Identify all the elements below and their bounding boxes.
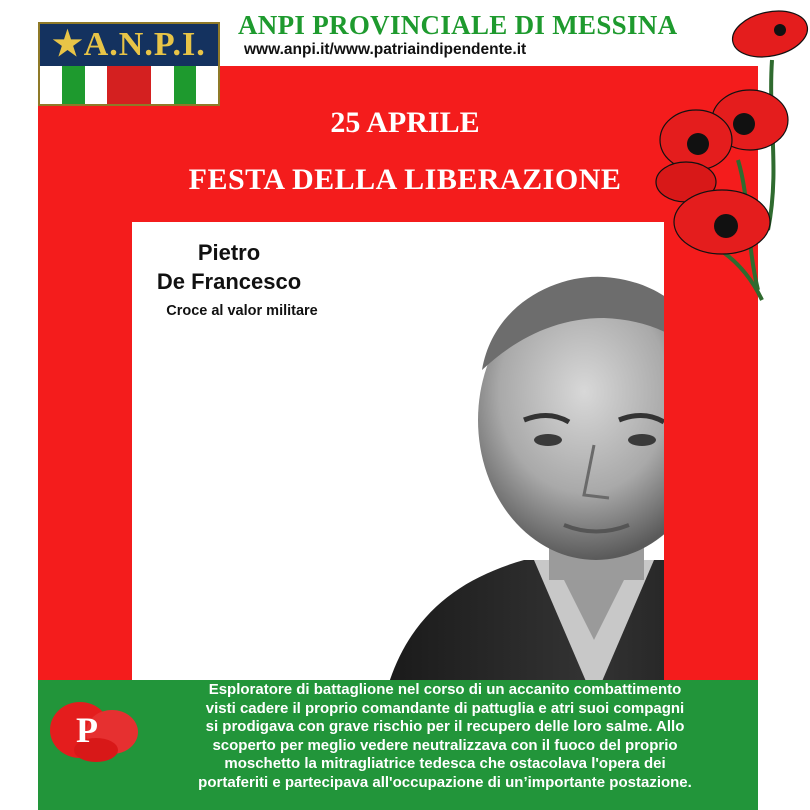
citation-line: si prodigava con grave rischio per il recupero delle loro salme. Allo: [205, 718, 685, 736]
poppy-flowers-illustration: [640, 0, 810, 310]
citation-text: [154, 681, 736, 793]
anpi-logo: [38, 22, 220, 106]
person-last-name: De Francesco: [156, 269, 302, 294]
person-first-name: Pietro: [197, 240, 261, 265]
award-caption: Croce al valor militare: [166, 303, 318, 319]
badge-letter: P: [76, 710, 98, 750]
citation-line: moschetto la mitragliatrice tedesca che ostacolava l'opera dei: [224, 755, 666, 773]
person-name: [148, 238, 310, 296]
organization-title: ANPI PROVINCIALE DI MESSINA: [238, 10, 678, 40]
citation-line: visti cadere il proprio comandante di pattuglia e atri suoi compagni: [205, 699, 685, 717]
italian-flag-stripes: [40, 66, 218, 104]
partisan-poppy-badge: [46, 694, 140, 764]
citation-line: Esploratore di battaglione nel corso di un accanito combattimento: [208, 681, 682, 698]
portrait-photo: [364, 260, 664, 680]
website-links: www.anpi.it/www.patriaindipendente.it: [244, 41, 527, 58]
citation-line: portaferiti e partecipava all'occupazione di un’importante postazione.: [198, 773, 692, 791]
date-title: 25 APRILE: [330, 106, 480, 139]
citation-line: scoperto per meglio vedere neutralizzava con il fuoco del proprio: [212, 736, 678, 754]
festival-title: FESTA DELLA LIBERAZIONE: [188, 163, 622, 196]
anpi-logo-text: ★A.N.P.I.: [40, 24, 218, 66]
